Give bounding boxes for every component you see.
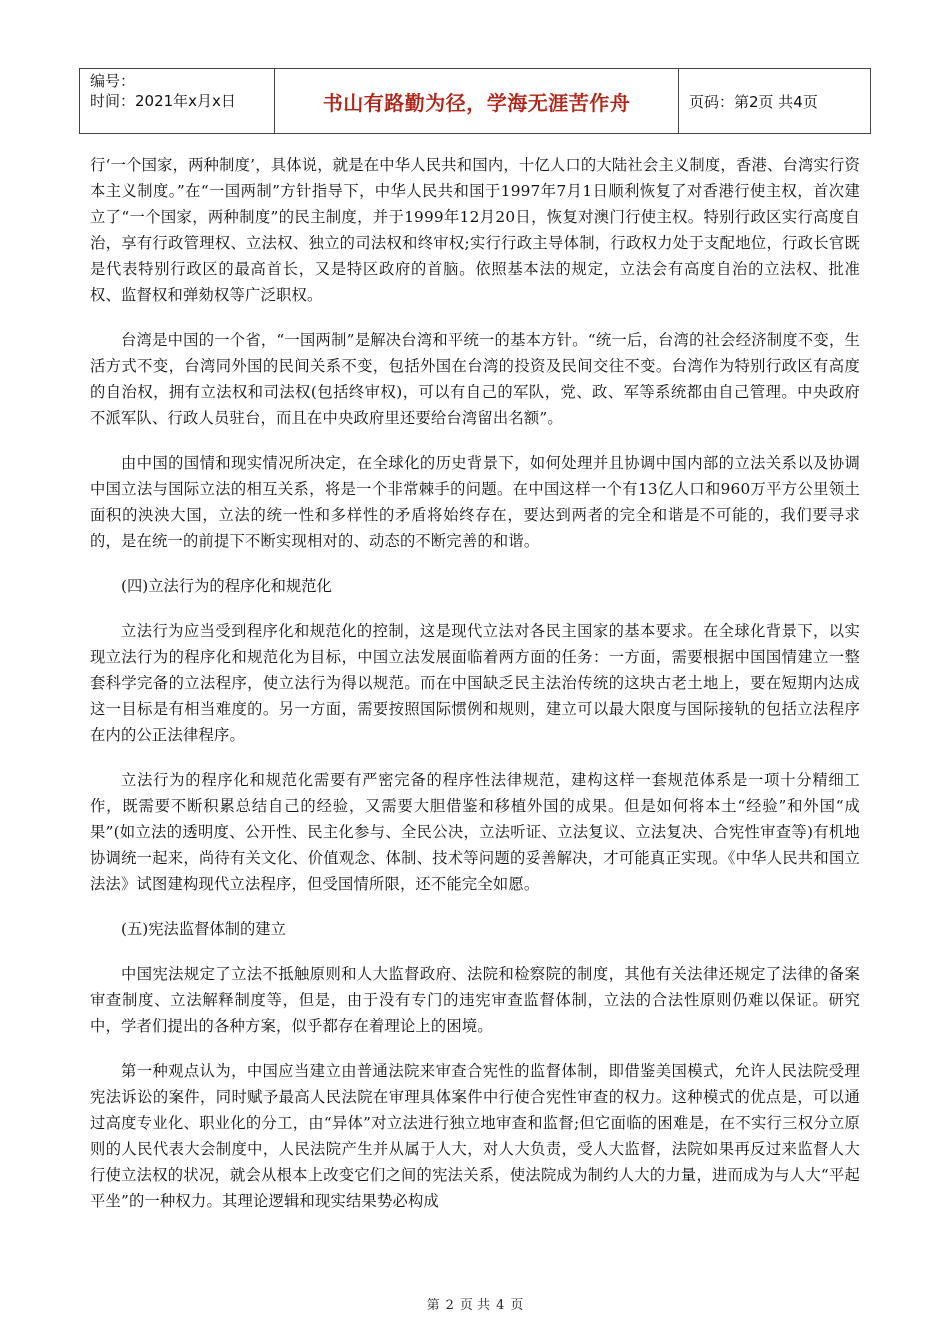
- footer-suffix: 页: [510, 1298, 524, 1313]
- section-heading: (四)立法行为的程序化和规范化: [121, 577, 332, 595]
- footer-total-pages: 4: [496, 1298, 505, 1313]
- paragraph: 第一种观点认为，中国应当建立由普通法院来审查合宪性的监督体制，即借鉴美国模式，允许人民法院受理宪法诉讼的案件，同时赋予最高人民法院在审理具体案件中行使合宪性审查的权力。这种模式的优点是，可以通过高度专业化、职业化的分工，由“异体”对立法进行独立地审查和监督;但它面临的困难是，在不实行三权分立原则的人民代表大会制度中，人民法院产生并从属于人大，对人大负责，受人大监督，法院如果再反过来监督人大行使立法权的状况，就会从根本上改变它们之间的宪法关系，使法院成为制约人大的力量，进而成为与人大“平起平坐”的一种权力。其理论逻辑和现实结果势必构成: [90, 1062, 860, 1210]
- header-motto: 书山有路勤为径，学海无涯苦作舟: [275, 69, 679, 133]
- paragraph: 台湾是中国的一个省，“一国两制”是解决台湾和平统一的基本方针。“统一后，台湾的社会经济制度不变，生活方式不变，台湾同外国的民间关系不变，包括外国在台湾的投资及民间交往不变。台湾作为特别行政区有高度的自治权，拥有立法权和司法权(包括终审权)，可以有自己的军队，党、政、军等系统都由自己管理。中央政府不派军队、行政人员驻台，而且在中央政府里还要给台湾留出名额”。: [90, 331, 860, 427]
- page-header: [79, 68, 871, 134]
- document-time-label: 时间：2021年x月x日: [90, 92, 236, 110]
- document-number-label: 编号：: [90, 72, 136, 90]
- section-heading: (五)宪法监督体制的建立: [121, 920, 286, 938]
- document-body: [90, 152, 860, 1233]
- paragraph: 中国宪法规定了立法不抵触原则和人大监督政府、法院和检察院的制度，其他有关法律还规定了法律的备案审查制度、立法解释制度等，但是，由于没有专门的违宪审查监督体制，立法的合法性原则仍难以保证。研究中，学者们提出的各种方案，似乎都存在着理论上的困境。: [90, 965, 860, 1035]
- paragraph: 行‘一个国家，两种制度’，具体说，就是在中华人民共和国内，十亿人口的大陆社会主义制度，香港、台湾实行资本主义制度。”在“一国两制”方针指导下，中华人民共和国于1997年7月1日顺利恢复了对香港行使主权，首次建立了“一个国家，两种制度”的民主制度，并于1999年12月20日，恢复对澳门行使主权。特别行政区实行高度自治，享有行政管理权、立法权、独立的司法权和终审权;实行行政主导体制，行政权力处于支配地位，行政长官既是代表特别行政区的最高首长，又是特区政府的首脑。依照基本法的规定，立法会有高度自治的立法权、批准权、监督权和弹劾权等广泛职权。: [90, 156, 860, 304]
- paragraph: 立法行为应当受到程序化和规范化的控制，这是现代立法对各民主国家的基本要求。在全球化背景下，以实现立法行为的程序化和规范化为目标，中国立法发展面临着两方面的任务：一方面，需要根据中国国情建立一整套科学完备的立法程序，使立法行为得以规范。而在中国缺乏民主法治传统的这块古老土地上，要在短期内达成这一目标是有相当难度的。另一方面，需要按照国际惯例和规则，建立可以最大限度与国际接轨的包括立法程序在内的公正法律程序。: [90, 622, 860, 744]
- header-meta: [80, 69, 275, 133]
- header-page-info: 页码：第2页 共4页: [689, 92, 818, 111]
- footer-prefix: 第: [426, 1298, 440, 1313]
- page-footer: [0, 1294, 950, 1313]
- footer-middle: 页 共: [459, 1298, 491, 1313]
- footer-page-number: 2: [445, 1298, 454, 1313]
- paragraph: 由中国的国情和现实情况所决定，在全球化的历史背景下，如何处理并且协调中国内部的立法关系以及协调中国立法与国际立法的相互关系，将是一个非常棘手的问题。在中国这样一个有13亿人口和960万平方公里领土面积的泱泱大国，立法的统一性和多样性的矛盾将始终存在，要达到两者的完全和谐是不可能的，我们要寻求的，是在统一的前提下不断实现相对的、动态的不断完善的和谐。: [90, 454, 860, 550]
- paragraph: 立法行为的程序化和规范化需要有严密完备的程序性法律规范，建构这样一套规范体系是一项十分精细工作，既需要不断积累总结自己的经验，又需要大胆借鉴和移植外国的成果。但是如何将本土“经验”和外国“成果”(如立法的透明度、公开性、民主化参与、全民公决，立法听证、立法复议、立法复决、合宪性审查等)有机地协调统一起来，尚待有关文化、价值观念、体制、技术等问题的妥善解决，才可能真正实现。《中华人民共和国立法法》试图建构现代立法程序，但受国情所限，还不能完全如愿。: [90, 771, 860, 893]
